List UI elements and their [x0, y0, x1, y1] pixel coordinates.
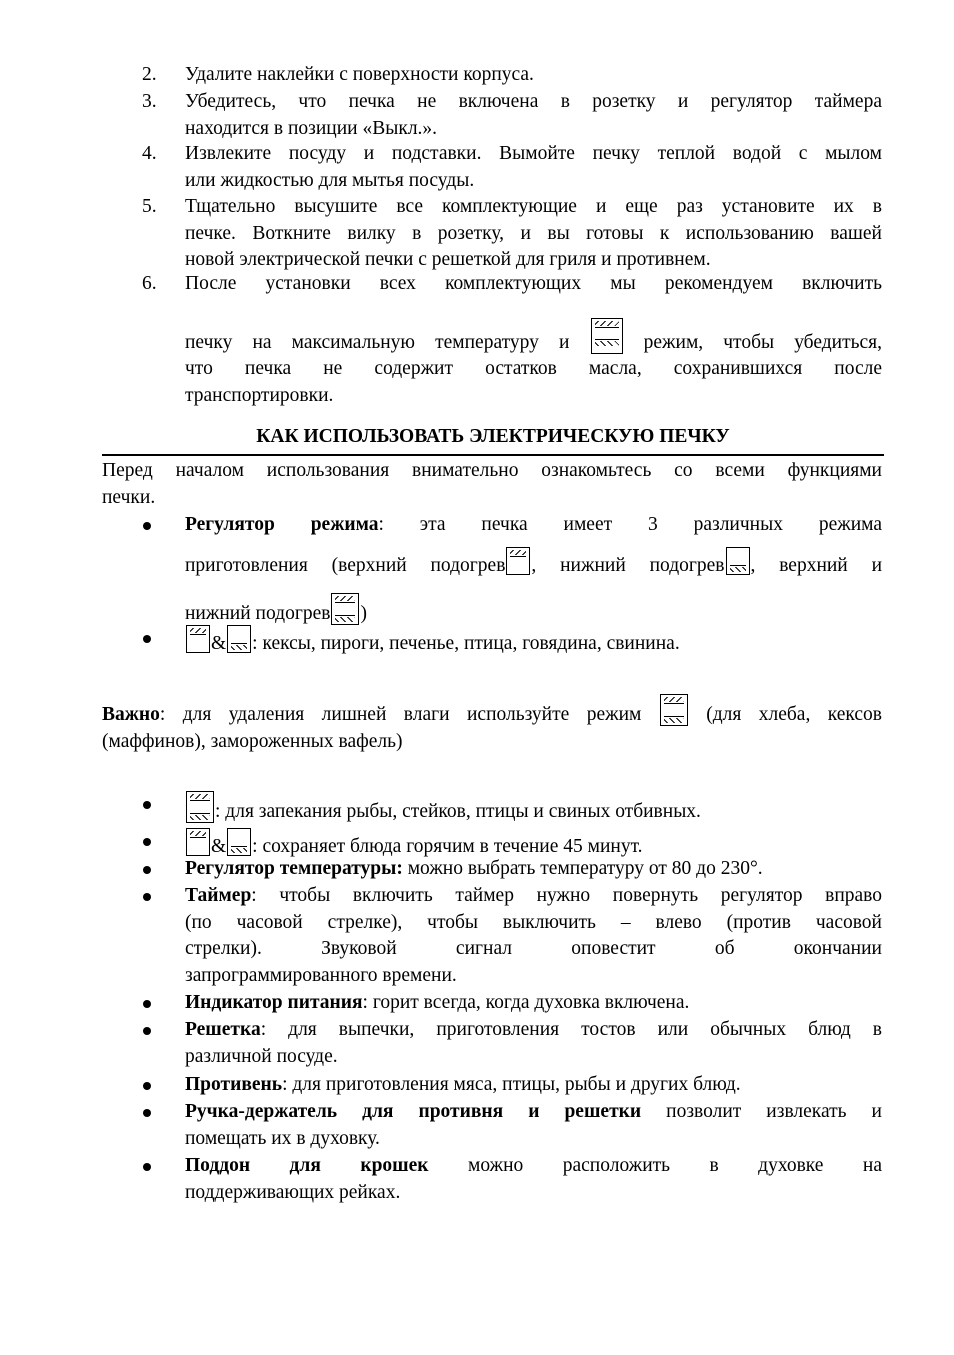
bullet-dot	[143, 1109, 151, 1117]
step-number: 4.	[142, 143, 157, 164]
top-bottom-heat-icon	[186, 791, 214, 823]
top-heat-icon	[506, 547, 530, 575]
heading-divider	[102, 454, 884, 456]
step-text-line: транспортировки.	[185, 384, 334, 406]
step-text-line: находится в позиции «Выкл.».	[185, 117, 438, 139]
step-text-line: режим, чтобы убедиться,	[643, 331, 883, 353]
step-number: 3.	[142, 91, 157, 112]
bullet-dot	[143, 866, 151, 874]
bottom-heat-icon	[227, 828, 251, 856]
top-bottom-heat-icon	[660, 694, 688, 726]
bullet-label: Таймер	[185, 885, 252, 906]
intro-paragraph	[102, 458, 882, 511]
bullet-dot	[143, 1000, 151, 1008]
intro-line: печки.	[102, 486, 156, 508]
bullet-label: Решетка	[185, 1019, 261, 1040]
bullet-dot	[143, 635, 151, 643]
important-note: Важно: для удаления лишней влаги используйте режим (для хлеба, кексов (маффинов), замороженных вафель)	[102, 694, 882, 755]
step-number: 2.	[142, 64, 157, 85]
top-heat-icon	[186, 828, 210, 856]
top-bottom-heat-icon	[331, 593, 359, 625]
bullet-label: Регулятор температуры:	[185, 858, 403, 879]
step-text-line: печку на максимальную температуру и	[185, 331, 570, 353]
bullet-dot	[143, 1082, 151, 1090]
bullet-dot	[143, 801, 151, 809]
top-heat-icon	[186, 625, 210, 653]
step-text-line: или жидкостью для мытья посуды.	[185, 169, 475, 191]
important-label: Важно	[102, 704, 160, 725]
bullet-dot	[143, 1163, 151, 1171]
step-text-line: Извлеките посуду и подставки. Вымойте печку теплой водой с мылом	[185, 143, 882, 164]
bullet-dot	[143, 893, 151, 901]
step-number: 6.	[142, 273, 157, 294]
bullet-label: Индикатор питания	[185, 992, 363, 1013]
bullet-dot	[143, 522, 151, 530]
step-number: 5.	[142, 196, 157, 217]
intro-line: Перед началом использования внимательно ознакомьтесь со всеми функциями	[102, 460, 882, 481]
bullet-label: Ручка-держатель для противня и решетки	[185, 1101, 642, 1122]
step-text-line: новой электрической печки с решеткой для гриля и противнем.	[185, 249, 711, 270]
bullet-label: Регулятор режима	[185, 514, 379, 535]
bullet-dot	[143, 838, 151, 846]
top-bottom-heat-icon	[591, 318, 623, 354]
bullet-dot	[143, 1027, 151, 1035]
step-text-line: что печка не содержит остатков масла, сохранившихся после	[185, 358, 882, 379]
section-heading: КАК ИСПОЛЬЗОВАТЬ ЭЛЕКТРИЧЕСКУЮ ПЕЧКУ	[256, 426, 730, 447]
step-text-line: печке. Воткните вилку в розетку, и вы готовы к использованию вашей	[185, 222, 882, 244]
step-text: Удалите наклейки с поверхности корпуса.	[185, 64, 534, 85]
bullet-label: Противень	[185, 1074, 283, 1095]
step-text-line: После установки всех комплектующих мы рекомендуем включить	[185, 273, 882, 294]
step-text-line: Тщательно высушите все комплектующие и еще раз установите их в	[185, 196, 882, 217]
bottom-heat-icon	[726, 547, 750, 575]
step-text-line: Убедитесь, что печка не включена в розетку и регулятор таймера	[185, 91, 882, 112]
manual-page: 2. Удалите наклейки с поверхности корпуса. 3. Убедитесь, что печка не включена в розетку и регулятор таймера находится в позиции «Выкл.». 4. Извлеките посуду и подставки. Вымойте печку теплой водой с мылом или жидкостью для мытья посуды. 5. Тщательно высушите все комплектующие и еще раз установите их в печке. Воткните вилку в розетку, и вы готовы к использованию вашей новой электрической печки с решеткой для гриля и противнем. 6. После установки всех комплектующих мы рекомендуем включить печку на максимальную температуру и режим, чтобы убедиться, что печка не содержит остатков масла, сохранившихся после транспортировки. КАК ИСПОЛЬЗОВАТЬ ЭЛЕКТРИЧЕСКУЮ ПЕЧКУ Перед началом использования внимательно ознакомьтесь со всеми функциями печки. Регулятор режима: эта печка имеет 3 различных режима приготовления (верхний подогрев , нижний подогрев , верхний и нижний подогрев ) & : кексы, пироги, печенье, птица, говядина, свинина. Важно: для удаления лишней влаги используйте режим (для хлеба, кексов (маффинов), замороженных вафель) : для запекания рыбы, стейков, птицы и свиных отбивных. & : сохраняет блюда горячим в течение 45 минут. Регулятор температуры: можно выбрать температуру от 80 до 230°. Таймер: чтобы включить таймер нужно повернуть регулятор вправо (по часовой стрелке), чтобы выключить – влево (против часовой стрелки). Звуковой сигнал оповестит об окончании запрограммированного времени. Индикатор питания: горит всегда, когда духовка включена. Решетка: для выпечки, приготовления тостов или обычных блюд в различной посуде. Противень: для приготовления мяса, птицы, рыбы и других блюд. Ручка-держатель для противня и решетки позволит извлекать и помещать их в духовку. Поддон для крошек можно расположить в духовке на поддерживающих рейках.	[102, 64, 883, 1203]
bullet-label: Поддон для крошек	[185, 1155, 429, 1176]
bottom-heat-icon	[227, 625, 251, 653]
